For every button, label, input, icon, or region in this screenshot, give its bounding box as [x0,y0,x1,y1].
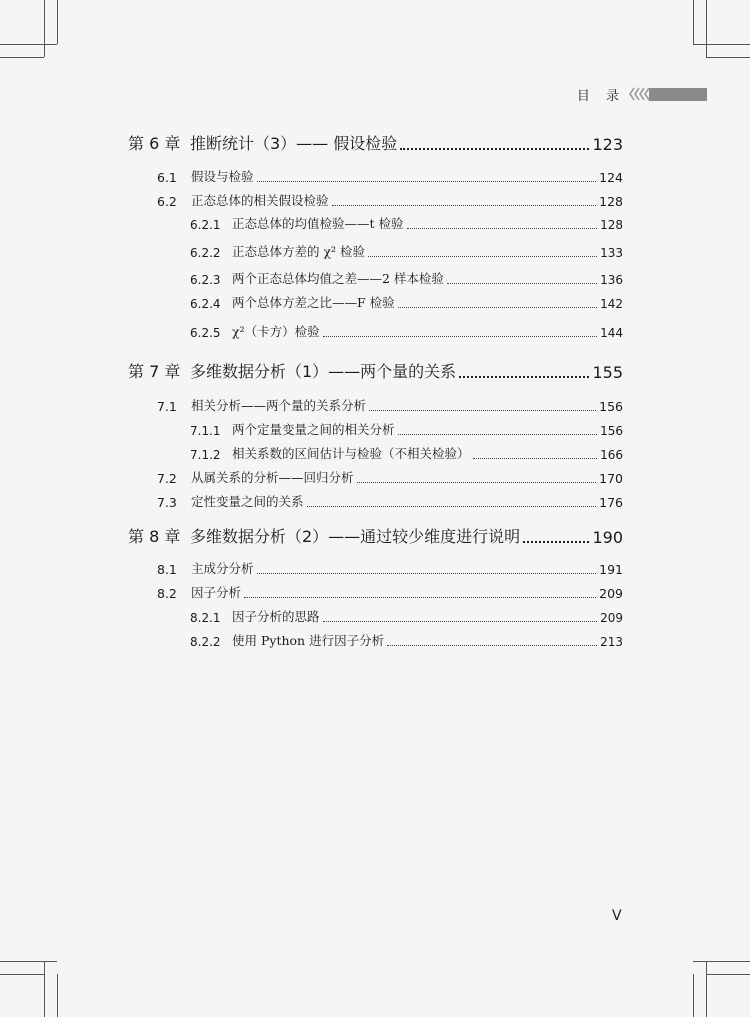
crop-mark-top-left-v2 [57,0,58,44]
dot-leader [398,307,597,308]
toc-title: 推断统计（3）—— 假设检验 [190,134,398,153]
crop-mark-top-right-h2 [706,57,750,58]
toc-page: 166 [600,448,623,462]
toc-number: 7.1.1 [190,424,221,438]
crop-mark-bottom-right-h2 [706,974,750,975]
toc-page: 155 [592,363,623,382]
toc-page: 156 [600,424,623,438]
toc-number: 7.1 [157,399,177,414]
dot-leader [323,621,598,622]
toc-sub-6-2-2[interactable] [190,242,623,260]
toc-chapter-7[interactable] [128,359,623,382]
dot-leader [368,256,597,257]
toc-sub-8-2-2[interactable] [190,631,623,649]
dot-leader [257,573,597,574]
toc-title: 相关分析——两个量的关系分析 [191,398,367,413]
toc-number: 6.2.1 [190,218,221,232]
toc-page: 209 [599,586,623,601]
dot-leader [473,458,598,459]
toc-title: 多维数据分析（1）——两个量的关系 [190,362,457,381]
crop-mark-top-left-h2 [0,57,44,58]
crop-mark-bottom-left-v1 [44,961,45,1017]
toc-section-7-3[interactable] [157,492,623,510]
toc-title: 因子分析的思路 [232,609,320,624]
dot-leader [407,228,598,229]
toc-number: 8.2 [157,586,177,601]
toc-title: 两个正态总体均值之差——2 样本检验 [232,271,444,286]
header-title: 目 录 [576,88,625,104]
crop-mark-top-right-v1 [706,0,707,57]
crop-mark-bottom-right-v2 [693,974,694,1017]
toc-sub-7-1-2[interactable] [190,444,623,462]
toc-number: 8.2.1 [190,611,221,625]
toc-title: 定性变量之间的关系 [191,494,304,509]
toc-section-6-1[interactable] [157,167,623,185]
toc-title: 两个定量变量之间的相关分析 [232,422,395,437]
toc-title: χ²（卡方）检验 [232,324,320,339]
toc-section-8-1[interactable] [157,559,623,577]
toc-number: 8.2.2 [190,635,221,649]
toc-number: 6.2.5 [190,326,221,340]
toc-number: 7.1.2 [190,448,221,462]
toc-page: 209 [600,611,623,625]
crop-mark-bottom-left-h2 [0,974,44,975]
toc-page: 156 [599,399,623,414]
dot-leader [523,541,589,543]
toc-number: 6.2.3 [190,273,221,287]
page-number: V [612,908,622,924]
toc-sub-6-2-4[interactable] [190,293,623,311]
dot-leader [400,148,589,150]
toc-page: 133 [600,246,623,260]
dot-leader [387,645,597,646]
toc-page: 144 [600,326,623,340]
toc-number: 6.2.4 [190,297,221,311]
toc-page: 128 [600,218,623,232]
toc-sub-8-2-1[interactable] [190,607,623,625]
toc-title: 从属关系的分析——回归分析 [191,470,354,485]
crop-mark-bottom-left-h1 [0,961,57,962]
toc-title: 因子分析 [191,585,242,600]
crop-mark-top-right-h1 [693,44,750,45]
toc-sub-6-2-3[interactable] [190,269,623,287]
dot-leader [257,181,597,182]
toc-page: 213 [600,635,623,649]
dot-leader [323,336,598,337]
toc-number: 6.1 [157,170,177,185]
toc-section-8-2[interactable] [157,583,623,601]
toc-title: 主成分分析 [191,561,254,576]
toc-title: 两个总体方差之比——F 检验 [232,295,395,310]
toc-page: 142 [600,297,623,311]
dot-leader [398,434,598,435]
toc-title: 相关系数的区间估计与检验（不相关检验） [232,446,470,461]
chevron-decoration-icon [629,87,649,101]
dot-leader [459,376,589,378]
toc-section-7-1[interactable] [157,396,623,414]
toc-sub-6-2-1[interactable] [190,214,623,232]
toc-chapter-6[interactable] [128,131,623,154]
toc-title: 正态总体的相关假设检验 [191,193,329,208]
toc-chapter-8[interactable] [128,524,623,547]
toc-title: 假设与检验 [191,169,254,184]
toc-number: 6.2.2 [190,246,221,260]
toc-page: 123 [592,135,623,154]
toc-number: 6.2 [157,194,177,209]
running-header [577,86,707,102]
toc-page: 190 [592,528,623,547]
toc-number: 第 8 章 [128,527,181,546]
dot-leader [332,205,597,206]
dot-leader [244,597,596,598]
toc-number: 7.2 [157,471,177,486]
dot-leader [357,482,597,483]
crop-mark-top-right-v2 [693,0,694,44]
crop-mark-bottom-right-v1 [706,961,707,1017]
dot-leader [369,410,596,411]
dot-leader [307,506,597,507]
toc-page: 170 [599,471,623,486]
toc-page: 124 [599,170,623,185]
toc-section-7-2[interactable] [157,468,623,486]
crop-mark-bottom-left-v2 [57,974,58,1017]
dot-leader [447,283,597,284]
toc-page: 136 [600,273,623,287]
toc-sub-6-2-5[interactable] [190,322,623,340]
crop-mark-top-left-h1 [0,44,57,45]
toc-number: 第 7 章 [128,362,181,381]
toc-page: 176 [599,495,623,510]
toc-section-6-2[interactable] [157,191,623,209]
toc-number: 7.3 [157,495,177,510]
toc-sub-7-1-1[interactable] [190,420,623,438]
toc-page: 191 [599,562,623,577]
toc-number: 第 6 章 [128,134,181,153]
toc-page: 128 [599,194,623,209]
crop-mark-top-left-v1 [44,0,45,57]
toc-title: 正态总体的均值检验——t 检验 [232,216,404,231]
toc-title: 使用 Python 进行因子分析 [232,633,385,648]
toc-title: 多维数据分析（2）——通过较少维度进行说明 [190,527,521,546]
header-bar [649,88,707,101]
toc-number: 8.1 [157,562,177,577]
toc-title: 正态总体方差的 χ² 检验 [232,244,366,259]
crop-mark-bottom-right-h1 [693,961,750,962]
